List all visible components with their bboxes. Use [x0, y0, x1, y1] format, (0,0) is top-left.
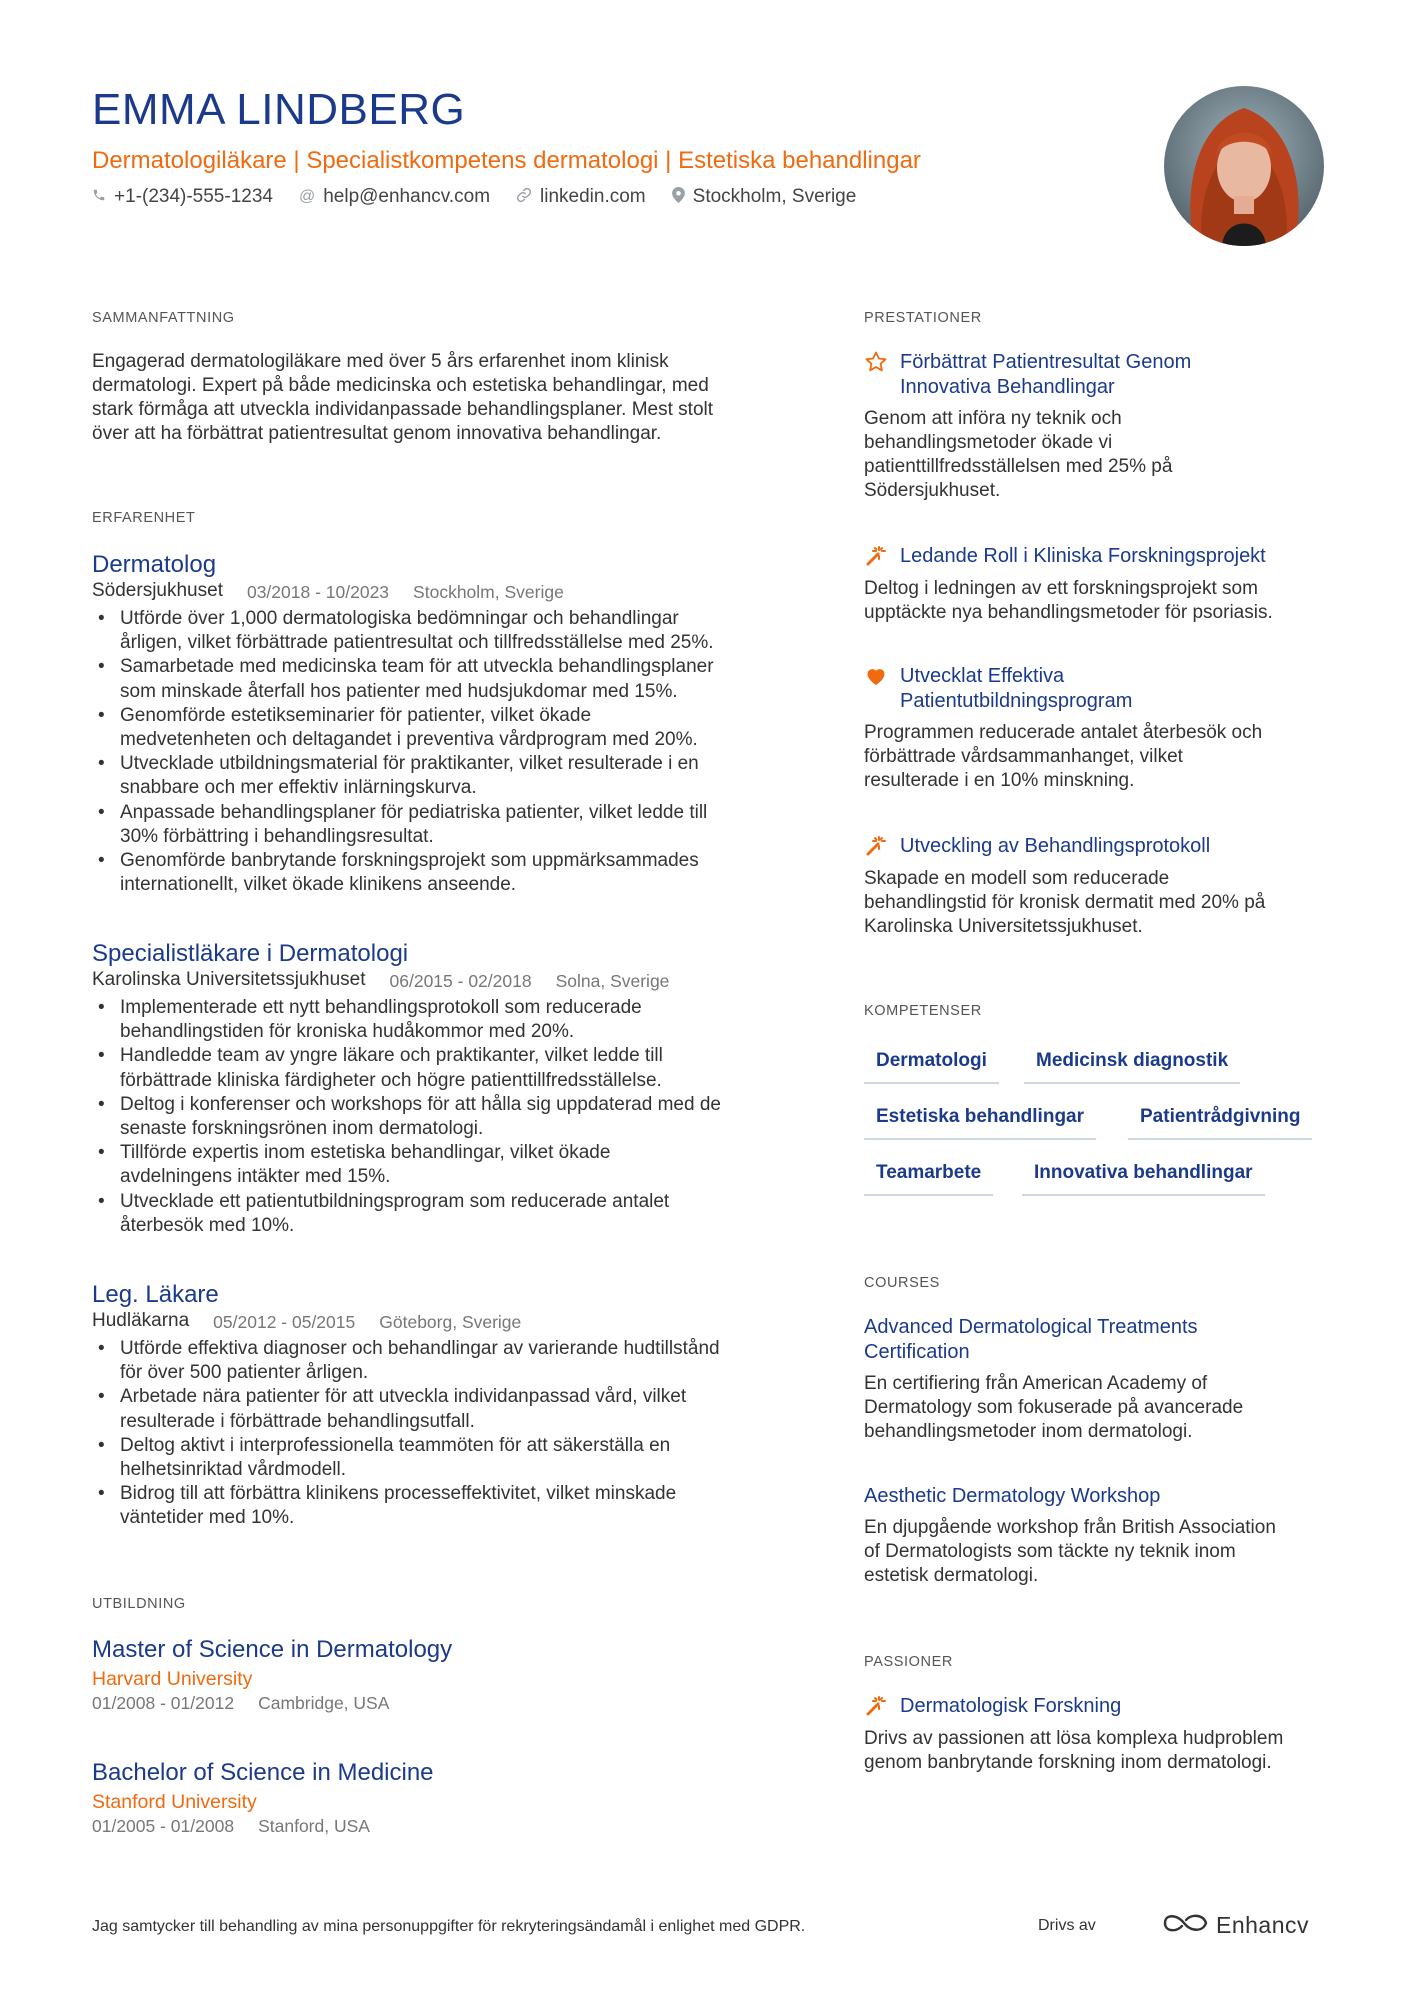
achievement-title: Utveckling av Behandlingsprotokoll	[900, 835, 1211, 857]
course-text: En certifiering från American Academy of Dermatology som fokuserade på avancerade behandlingsmetoder inom dermatologi.	[864, 1373, 1244, 1442]
achievement-text: Skapade en modell som reducerade behandlingstid för kronisk dermatit med 20% på Karolinska Universitetssjukhuset.	[864, 868, 1266, 937]
bullet: • Utförde över 1,000 dermatologiska bedömningar och behandlingar årligen, vilket förbättrade patientresultat och tillfredsställelse med 25%.	[92, 607, 812, 655]
achievement-title: Utvecklat Effektiva Patientutbildningsprogram	[900, 665, 1133, 712]
profile-photo	[1164, 86, 1324, 246]
summary-text	[92, 350, 812, 446]
passions-heading: PASSIONER	[864, 1654, 953, 1670]
experience-entry	[92, 551, 812, 897]
education-dates: 01/2005 - 01/2008	[92, 1816, 235, 1836]
course-title: Aesthetic Dermatology Workshop	[864, 1485, 1161, 1507]
skill-tag: Innovativa behandlingar	[1022, 1162, 1265, 1196]
job-title: Leg. Läkare	[92, 1281, 219, 1308]
achievement-item	[864, 544, 1334, 625]
location-text: Stockholm, Sverige	[692, 186, 857, 207]
link-icon	[516, 187, 532, 208]
achievement-item	[864, 664, 1334, 793]
bullet: • Arbetade nära patienter för att utveckla individanpassad vård, vilket resulterade i förbättrade behandlingsutfall.	[92, 1385, 812, 1433]
job-meta	[92, 969, 812, 992]
bullet: • Utvecklade utbildningsmaterial för praktikanter, vilket resulterade i en snabbare och mer effektiv inlärningskurva.	[92, 752, 812, 800]
course-text: En djupgående workshop från British Association of Dermatologists som täckte ny teknik inom estetisk dermatologi.	[864, 1517, 1276, 1586]
heart-icon	[864, 664, 890, 690]
education-entry	[92, 1759, 434, 1837]
job-bullets	[92, 1337, 812, 1531]
experience-entry	[92, 1281, 812, 1531]
achievement-text: Deltog i ledningen av ett forskningsprojekt som upptäckte nya behandlingsmetoder för psoriasis.	[864, 578, 1273, 623]
job-dates: 06/2015 - 02/2018	[389, 971, 532, 991]
brand-logo[interactable]	[1162, 1910, 1309, 1941]
passion-item	[864, 1694, 1334, 1775]
school: Harvard University	[92, 1668, 253, 1690]
job-dates: 05/2012 - 05/2015	[213, 1312, 356, 1332]
bullet: • Anpassade behandlingsplaner för pediatriska patienter, vilket ledde till 30% förbättring i behandlingsresultat.	[92, 801, 812, 849]
bullet: • Genomförde estetikseminarier för patienter, vilket ökade medvetenheten och deltagandet i preventiva vårdprogram med 20%.	[92, 704, 812, 752]
linkedin-text: linkedin.com	[540, 186, 646, 207]
experience-entry	[92, 940, 812, 1238]
bullet: • Genomförde banbrytande forskningsprojekt som uppmärksammades internationellt, vilket ökade klinikens anseende.	[92, 849, 812, 897]
phone-text: +1-(234)-555-1234	[114, 186, 273, 207]
summary-line: stark förmåga att utveckla individanpassade behandlingsplaner. Mest stolt	[92, 399, 714, 420]
job-title: Dermatolog	[92, 551, 217, 578]
achievement-title: Ledande Roll i Kliniska Forskningsprojekt	[900, 545, 1266, 567]
job-title: Specialistläkare i Dermatologi	[92, 940, 409, 967]
job-meta	[92, 1310, 812, 1333]
company: Hudläkarna	[92, 1310, 190, 1331]
contact-email[interactable]	[299, 186, 490, 208]
job-dates: 03/2018 - 10/2023	[246, 582, 390, 602]
education-location: Cambridge, USA	[258, 1693, 390, 1713]
achievement-item	[864, 834, 1334, 939]
education-meta	[92, 1693, 452, 1714]
skills-heading: KOMPETENSER	[864, 1003, 982, 1019]
achievement-title: Förbättrat Patientresultat Genom Innovativa Behandlingar	[900, 351, 1192, 398]
bullet: • Samarbetade med medicinska team för att utveckla behandlingsplaner som minskade återfall hos patienter med hudsjukdomar med 15%.	[92, 655, 812, 703]
skill-tag: Dermatologi	[864, 1050, 999, 1084]
brand-name: Enhancv	[1216, 1912, 1310, 1938]
course-title: Advanced Dermatological Treatments Certification	[864, 1316, 1198, 1363]
skill-tag: Medicinsk diagnostik	[1024, 1050, 1240, 1084]
enhancv-logo-icon	[1162, 1910, 1210, 1941]
bullet: • Bidrog till att förbättra klinikens processeffektivitet, vilket minskade väntetider med 10%.	[92, 1482, 812, 1530]
job-bullets	[92, 607, 812, 897]
star-icon	[864, 350, 890, 376]
bullet: • Implementerade ett nytt behandlingsprotokoll som reducerade behandlingstiden för kroniska hudåkommor med 20%.	[92, 996, 812, 1044]
summary-line: över att ha förbättrat patientresultat genom innovativa behandlingar.	[92, 423, 662, 444]
education-entry	[92, 1636, 452, 1714]
bullet: • Tillförde expertis inom estetiska behandlingar, vilket ökade avdelningens intäkter med 15%.	[92, 1141, 812, 1189]
bullet: • Handledde team av yngre läkare och praktikanter, vilket ledde till förbättrade kliniska färdigheter och högre patienttillfredsställelse.	[92, 1044, 812, 1092]
skill-tag: Teamarbete	[864, 1162, 993, 1196]
degree: Bachelor of Science in Medicine	[92, 1759, 434, 1786]
job-bullets	[92, 996, 812, 1238]
company: Karolinska Universitetssjukhuset	[92, 969, 366, 990]
education-heading: UTBILDNING	[92, 1596, 186, 1612]
powered-by-label: Drivs av	[1038, 1917, 1096, 1934]
company: Södersjukhuset	[92, 580, 223, 601]
summary-heading: SAMMANFATTNING	[92, 310, 235, 326]
bullet: • Utförde effektiva diagnoser och behandlingar av varierande hudtillstånd för över 500 patienter årligen.	[92, 1337, 812, 1385]
education-meta	[92, 1816, 434, 1837]
school: Stanford University	[92, 1791, 257, 1813]
at-icon: @	[298, 188, 316, 205]
magic-wand-icon	[864, 544, 890, 570]
skill-tag: Patientrådgivning	[1128, 1106, 1312, 1140]
contact-linkedin[interactable]	[516, 186, 646, 208]
phone-icon	[92, 188, 106, 207]
achievement-text: Genom att införa ny teknik och behandlingsmetoder ökade vi patienttillfredsställelsen med 25% på Södersjukhuset.	[864, 408, 1173, 501]
summary-line: dermatologi. Expert på både medicinska och estetiska behandlingar, med	[92, 375, 709, 396]
bullet: • Deltog i konferenser och workshops för att hålla sig uppdaterad med de senaste forskningsrönen inom dermatologi.	[92, 1093, 812, 1141]
course-item	[864, 1315, 1334, 1444]
magic-wand-icon	[864, 1694, 890, 1720]
achievement-item	[864, 350, 1334, 503]
job-location: Stockholm, Sverige	[413, 582, 564, 602]
contact-location	[672, 186, 857, 208]
bullet: • Deltog aktivt i interprofessionella teammöten för att säkerställa en helhetsinriktad vårdmodell.	[92, 1434, 812, 1482]
course-item	[864, 1484, 1334, 1588]
location-pin-icon	[672, 187, 685, 208]
passion-title: Dermatologisk Forskning	[900, 1695, 1122, 1717]
experience-heading: ERFARENHET	[92, 510, 196, 526]
summary-line: Engagerad dermatologiläkare med över 5 års erfarenhet inom klinisk	[92, 351, 669, 372]
candidate-name: EMMA LINDBERG	[92, 85, 466, 134]
achievements-heading: PRESTATIONER	[864, 310, 982, 326]
education-dates: 01/2008 - 01/2012	[92, 1693, 235, 1713]
achievement-text: Programmen reducerade antalet återbesök och förbättrade vårdsammanhanget, vilket resulterade i en 10% minskning.	[864, 722, 1263, 791]
contact-bar	[92, 186, 882, 208]
education-location: Stanford, USA	[258, 1816, 370, 1836]
skill-tag: Estetiska behandlingar	[864, 1106, 1096, 1140]
job-location: Solna, Sverige	[555, 971, 670, 991]
courses-heading: COURSES	[864, 1275, 940, 1291]
degree: Master of Science in Dermatology	[92, 1636, 453, 1663]
job-meta	[92, 580, 812, 603]
gdpr-consent: Jag samtycker till behandling av mina personuppgifter för rekryteringsändamål i enlighet med GDPR.	[92, 1918, 806, 1935]
headline: Dermatologiläkare | Specialistkompetens dermatologi | Estetiska behandlingar	[92, 147, 921, 174]
email-text: help@enhancv.com	[323, 186, 491, 207]
job-location: Göteborg, Sverige	[379, 1312, 522, 1332]
magic-wand-icon	[864, 834, 890, 860]
contact-phone[interactable]	[92, 186, 273, 208]
bullet: • Utvecklade ett patientutbildningsprogram som reducerade antalet återbesök med 10%.	[92, 1190, 812, 1238]
passion-text: Drivs av passionen att lösa komplexa hudproblem genom banbrytande forskning inom dermatologi.	[864, 1728, 1284, 1773]
